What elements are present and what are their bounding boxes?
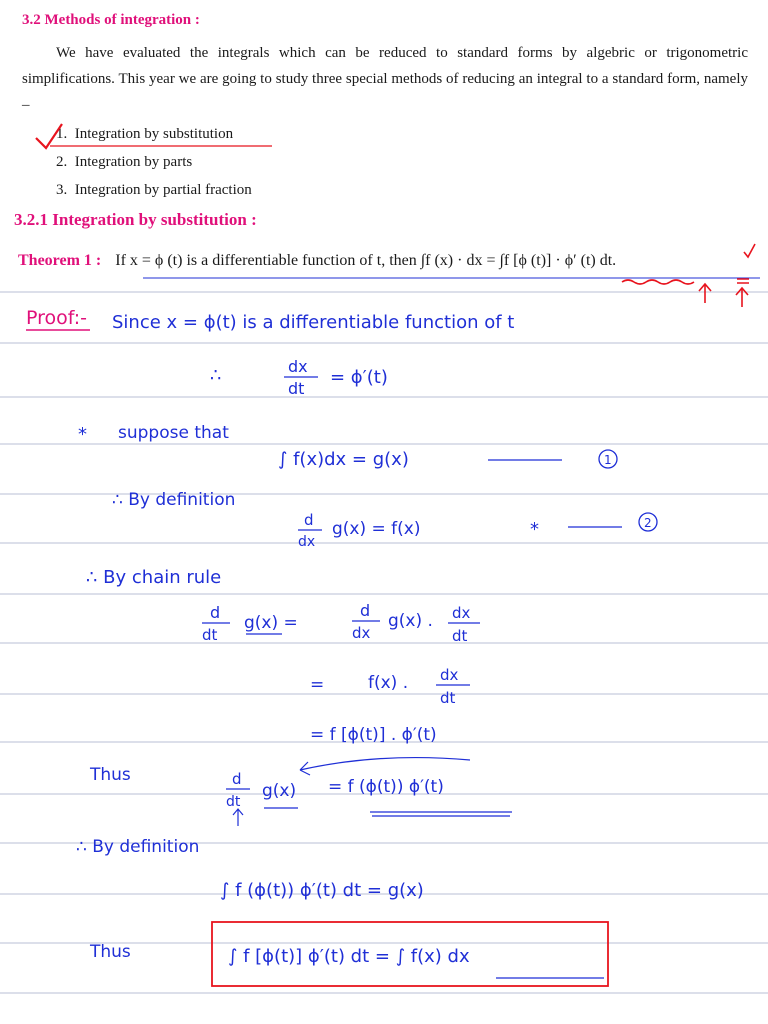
list-item-label: Integration by parts	[74, 154, 193, 170]
fraction-denominator: dt	[202, 626, 218, 644]
note-line-4: ∴ By definition	[112, 490, 236, 510]
note-line-8-mid: f(x) .	[368, 673, 409, 693]
fraction-denominator: dx	[352, 624, 371, 642]
fraction-numerator: dx	[288, 357, 308, 376]
list-item-label: Integration by substitution	[74, 126, 234, 142]
note-line-10-lhs: g(x)	[262, 781, 297, 801]
list-item-number: 1.	[56, 126, 68, 142]
fraction-denominator: dt	[288, 379, 305, 398]
thus-label: Thus	[90, 765, 131, 785]
note-line-11: ∴ By definition	[76, 837, 200, 857]
equals-sign: =	[310, 675, 325, 695]
fraction-denominator: dt	[226, 794, 241, 810]
note-line-2-rhs: = ϕ′(t)	[330, 367, 388, 388]
note-line-7-mid: g(x) .	[388, 611, 433, 631]
list-item-number: 2.	[56, 154, 68, 170]
therefore-symbol: ∴	[210, 365, 222, 386]
fraction-denominator: dt	[452, 627, 468, 645]
boxed-result: ∫ f [ϕ(t)] ϕ′(t) dt = ∫ f(x) dx	[228, 946, 470, 967]
wavy-underline	[622, 280, 694, 284]
curved-arrow-icon	[300, 758, 470, 775]
section-heading: 3.2 Methods of integration :	[22, 12, 200, 28]
check-mark-icon	[36, 124, 62, 148]
list-item-label: Integration by partial fraction	[74, 182, 252, 198]
fraction-numerator: d	[232, 770, 242, 788]
thus-label: Thus	[90, 942, 131, 962]
subsection-heading: 3.2.1 Integration by substitution :	[14, 210, 257, 229]
fraction-numerator: d	[360, 601, 371, 620]
circle-number: 2	[644, 516, 652, 530]
fraction-denominator: dt	[440, 689, 456, 707]
star-mark: *	[530, 519, 539, 540]
fraction-numerator: d	[210, 603, 221, 622]
theorem-label: Theorem 1 :	[18, 252, 102, 269]
circle-number: 1	[604, 453, 612, 467]
note-line-12: ∫ f (ϕ(t)) ϕ′(t) dt = g(x)	[220, 880, 424, 901]
note-line-3-eq: ∫ f(x)dx = g(x)	[278, 449, 409, 470]
fraction-numerator: dx	[440, 666, 459, 684]
note-line-9: = f [ϕ(t)] . ϕ′(t)	[310, 725, 437, 745]
list-item-number: 3.	[56, 182, 68, 198]
fraction-denominator: dx	[298, 534, 316, 550]
note-line-6: ∴ By chain rule	[86, 567, 222, 588]
proof-label: Proof:-	[26, 307, 88, 329]
note-line-1: Since x = ϕ(t) is a differentiable function of t	[112, 312, 515, 333]
note-line-5-rhs: g(x) = f(x)	[332, 519, 421, 539]
intro-text: We have evaluated the integrals which can be reduced to standard forms by algebric or trigonometric simplifications. This year we are going to study three special methods of reducing an integral to a standard form, namely –	[22, 45, 748, 113]
arrow-icon	[699, 244, 755, 307]
note-line-7-lhs: g(x) =	[244, 613, 298, 633]
note-line-10-rhs: = f (ϕ(t)) ϕ′(t)	[328, 777, 444, 797]
fraction-numerator: dx	[452, 604, 471, 622]
theorem-text: If x = ϕ (t) is a differentiable function of t, then ∫f (x) · dx = ∫f [ϕ (t)] · ϕ′ (t) dt.	[115, 252, 617, 269]
note-line-3: suppose that	[118, 423, 229, 443]
star-mark: *	[78, 424, 87, 445]
up-arrow-icon	[233, 809, 243, 826]
fraction-numerator: d	[304, 511, 314, 529]
